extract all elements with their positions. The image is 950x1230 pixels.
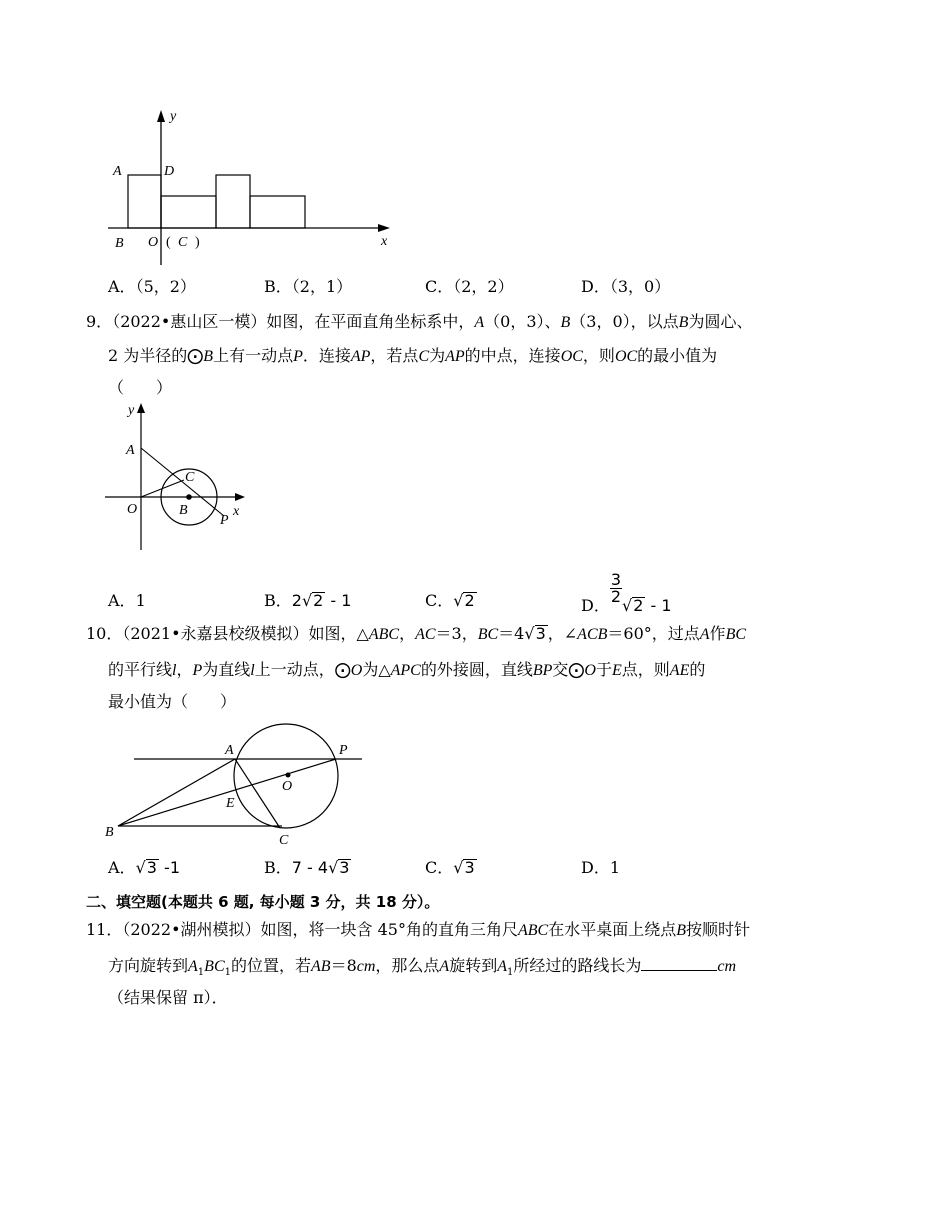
- q11-text: 方向旋转到: [108, 956, 189, 975]
- q10-text: 交⨀: [552, 660, 585, 679]
- q9-text: 上有一动点: [213, 346, 294, 365]
- q10-text: ，: [176, 660, 193, 679]
- q10-var: ABC: [368, 626, 400, 643]
- section-2-title: 二、填空题(本题共 6 题, 每小题 3 分，共 18 分）。: [86, 893, 440, 911]
- q9-text: ，若点: [370, 346, 419, 365]
- q8-rect-2: [161, 196, 216, 228]
- q11-unit: cm: [356, 958, 376, 975]
- q10-segment-ac: [235, 759, 280, 828]
- q8-y-arrow: [157, 110, 165, 122]
- q9-option-d-numerator: 3: [610, 570, 622, 589]
- q10-segment-bp: [118, 759, 336, 826]
- q9-number: 9．: [86, 312, 113, 331]
- q10-text: 点，则: [621, 660, 670, 679]
- q10-text: ，: [399, 624, 416, 643]
- q10-option-a-post: -1: [158, 858, 180, 877]
- q9-option-d-letter: D．: [581, 596, 610, 615]
- q9-option-d[interactable]: [581, 572, 672, 616]
- q10-text: 的: [689, 660, 706, 679]
- q11-var: A: [497, 958, 507, 975]
- q9-y-arrow: [137, 403, 145, 413]
- q11-text: 旋转到: [449, 956, 498, 975]
- q9-option-c-letter: C．: [425, 591, 454, 610]
- q8-label-x: x: [381, 234, 388, 249]
- q9-text: 为圆心、: [688, 312, 753, 331]
- q9-label-p: P: [220, 513, 229, 528]
- q8-option-b-letter: B．: [264, 277, 292, 296]
- q9-option-b-coef: 2: [291, 591, 302, 610]
- q11-text: ＝8: [330, 956, 357, 975]
- q9-x-arrow: [235, 493, 245, 501]
- q9-var: B: [203, 348, 214, 365]
- q9-label-y: y: [128, 403, 135, 418]
- q10-option-a-letter: A．: [108, 858, 136, 877]
- q9-var: B: [678, 314, 689, 331]
- q8-option-d-letter: D．: [581, 277, 610, 296]
- q10-option-b-pre: 7 - 4: [291, 858, 329, 877]
- q9-option-d-denominator: 2: [610, 587, 622, 606]
- q10-var: BC: [725, 626, 747, 643]
- q10-text: ＝4: [498, 624, 525, 643]
- q11-var: A: [188, 958, 198, 975]
- q8-label-d: D: [164, 164, 175, 179]
- q10-text: 的外接圆，直线: [420, 660, 533, 679]
- q9-text: （2022•惠山区一模）如图，在平面直角坐标系中，: [112, 312, 475, 331]
- q10-figure: [100, 712, 375, 852]
- q11-text: 按顺时针: [686, 920, 751, 939]
- q10-segment-ba: [118, 759, 235, 826]
- q8-label-y: y: [170, 109, 177, 124]
- q10-text: 的平行线: [108, 660, 173, 679]
- q8-option-c-text: （2，2）: [453, 277, 514, 296]
- q9-var: OC: [614, 348, 638, 365]
- q10-label-c: C: [279, 833, 289, 848]
- q9-option-b-radical-icon: √: [301, 591, 313, 610]
- q11-line-3: [108, 988, 228, 1008]
- q9-option-a-text: 1: [135, 591, 146, 610]
- q10-text: ，∠: [547, 624, 578, 643]
- q8-option-a-text: （5，2）: [135, 277, 196, 296]
- q10-option-c[interactable]: [425, 857, 477, 879]
- q8-option-a[interactable]: [108, 276, 196, 298]
- q9-answer-paren: （ ）: [108, 378, 173, 397]
- q9-option-c-radical-icon: √: [453, 591, 464, 610]
- q10-var: APC: [390, 662, 421, 679]
- q10-line-1: [86, 624, 746, 645]
- q8-label-paren-open: (: [166, 235, 171, 250]
- q9-label-c: C: [185, 470, 195, 485]
- q8-rect-3: [216, 175, 250, 228]
- q9-text: （3，0），以点: [570, 312, 679, 331]
- q9-figure: [100, 400, 250, 555]
- q11-line-1: [86, 920, 750, 941]
- q10-option-a-radicand: 3: [146, 858, 157, 877]
- q10-text: ＝3，: [435, 624, 478, 643]
- q10-option-a[interactable]: [108, 857, 180, 879]
- q11-var: B: [676, 922, 686, 939]
- q8-option-c-letter: C．: [425, 277, 454, 296]
- q10-text: 上一动点，⨀: [254, 660, 351, 679]
- q11-text: 在水平桌面上绕点: [548, 920, 677, 939]
- q10-option-b[interactable]: [264, 857, 351, 879]
- q8-option-d-text: （3，0）: [609, 277, 671, 296]
- q11-var: A: [439, 958, 450, 975]
- q8-label-paren-close: ): [195, 235, 200, 250]
- q9-var: AP: [445, 348, 465, 365]
- q10-var: P: [192, 662, 203, 679]
- q9-label-a: A: [126, 443, 135, 458]
- q10-var: AC: [415, 626, 436, 643]
- q9-line-3: [108, 378, 172, 398]
- q9-option-a[interactable]: [108, 590, 146, 612]
- q11-answer-unit: cm: [717, 958, 737, 975]
- q10-var: l: [250, 662, 255, 679]
- q10-label-b: B: [105, 825, 114, 840]
- q9-text: 的最小值为: [637, 346, 718, 365]
- q10-label-e: E: [226, 796, 235, 811]
- q9-option-b[interactable]: [264, 590, 351, 612]
- q11-var: BC: [204, 958, 225, 975]
- q11-answer-blank[interactable]: [641, 954, 717, 971]
- q10-number: 10．: [86, 624, 123, 643]
- q11-var: ABC: [517, 922, 549, 939]
- q10-label-a: A: [225, 743, 234, 758]
- q9-option-c[interactable]: [425, 590, 477, 612]
- q11-text: ，那么点: [375, 956, 440, 975]
- q9-line-1: [86, 312, 752, 333]
- q8-rect-4: [250, 196, 305, 228]
- q9-text: ，则: [582, 346, 615, 365]
- q9-option-d-fraction: [610, 572, 622, 605]
- q8-rect-1: [128, 175, 161, 228]
- q8-option-c[interactable]: [425, 276, 514, 298]
- q10-text: 最小值为（ ）: [108, 692, 237, 711]
- q10-var: AE: [669, 662, 690, 679]
- q10-var: BC: [477, 626, 499, 643]
- q9-label-o: O: [127, 502, 138, 517]
- q9-label-b: B: [179, 503, 188, 518]
- q10-option-c-radical-icon: √: [453, 858, 464, 877]
- q10-option-d[interactable]: [581, 857, 620, 879]
- q10-label-o: O: [282, 779, 293, 794]
- q8-label-b: B: [115, 236, 124, 251]
- q10-option-a-radical-icon: √: [135, 858, 146, 877]
- q9-var: A: [474, 314, 485, 331]
- q10-option-d-letter: D．: [581, 858, 610, 877]
- q10-text: 为△: [362, 660, 391, 679]
- q9-segment-oc: [141, 480, 184, 497]
- q8-label-c: C: [178, 235, 188, 250]
- q10-option-b-radical-icon: √: [328, 858, 339, 877]
- q11-text: （结果保留 π）．: [108, 988, 228, 1007]
- q11-text: （2022•湖州模拟）如图，将一块含 45°角的直角三角尺: [122, 920, 518, 939]
- q10-var: O: [350, 662, 363, 679]
- q11-subscript: 1: [197, 967, 205, 979]
- q10-point-o: [286, 773, 291, 778]
- q9-option-b-post: - 1: [325, 591, 352, 610]
- q8-option-b-text: （2，1）: [291, 277, 353, 296]
- q10-var: A: [699, 626, 710, 643]
- q8-option-a-letter: A．: [108, 277, 136, 296]
- q10-label-p: P: [339, 743, 348, 758]
- q10-radicand: 3: [535, 624, 546, 643]
- q8-figure: [100, 105, 400, 270]
- q9-option-b-letter: B．: [264, 591, 292, 610]
- q10-line-2: [108, 660, 705, 681]
- q9-point-b: [186, 494, 192, 500]
- q8-x-arrow: [378, 224, 390, 232]
- q10-radical-icon: √: [524, 624, 535, 643]
- q9-var: B: [560, 314, 571, 331]
- q9-option-c-radicand: 2: [464, 591, 475, 610]
- q9-text: 2 为半径的⨀: [108, 346, 204, 365]
- q10-var: l: [172, 662, 177, 679]
- q9-option-d-radicand: 2: [633, 596, 644, 615]
- q10-var: O: [584, 662, 596, 679]
- q11-subscript: 1: [224, 967, 231, 979]
- q11-text: 的位置，若: [231, 956, 312, 975]
- q8-label-a: A: [113, 164, 122, 179]
- q9-text: 为: [429, 346, 446, 365]
- q9-text: 的中点，连接: [464, 346, 561, 365]
- q9-option-a-letter: A．: [108, 591, 136, 610]
- q9-var: C: [418, 348, 430, 365]
- q11-var: AB: [311, 958, 331, 975]
- q10-line-3: [108, 692, 236, 712]
- q9-text: ．连接: [302, 346, 351, 365]
- q9-var: AP: [350, 348, 371, 365]
- q10-text: 于: [595, 660, 612, 679]
- q10-text: 为直线: [202, 660, 251, 679]
- q10-option-b-letter: B．: [264, 858, 292, 877]
- q10-var: BP: [532, 662, 553, 679]
- q8-option-b[interactable]: [264, 276, 352, 298]
- q11-number: 11．: [86, 920, 123, 939]
- q10-text: （2021•永嘉县校级模拟）如图，△: [122, 624, 369, 643]
- q10-var: E: [612, 662, 622, 679]
- q9-option-b-radicand: 2: [313, 591, 324, 610]
- q10-option-b-radicand: 3: [339, 858, 350, 877]
- q11-text: 所经过的路线长为: [513, 956, 642, 975]
- q10-option-c-radicand: 3: [464, 858, 475, 877]
- q8-label-o: O: [148, 235, 159, 250]
- q11-line-2: [108, 954, 736, 983]
- q9-text: （0，3）、: [484, 312, 561, 331]
- q9-var: OC: [560, 348, 583, 365]
- q11-subscript: 1: [507, 967, 514, 979]
- q9-line-2: [108, 346, 717, 367]
- q10-var: ACB: [577, 626, 608, 643]
- q10-text: ＝60°，过点: [607, 624, 700, 643]
- q8-option-d[interactable]: [581, 276, 670, 298]
- q9-option-d-post: - 1: [645, 596, 672, 615]
- q10-option-c-letter: C．: [425, 858, 454, 877]
- q10-text: 作: [709, 624, 726, 643]
- q9-var: P: [293, 348, 303, 365]
- q10-option-d-text: 1: [609, 858, 621, 877]
- q9-label-x: x: [233, 504, 240, 519]
- q9-option-d-radical-icon: √: [622, 596, 633, 615]
